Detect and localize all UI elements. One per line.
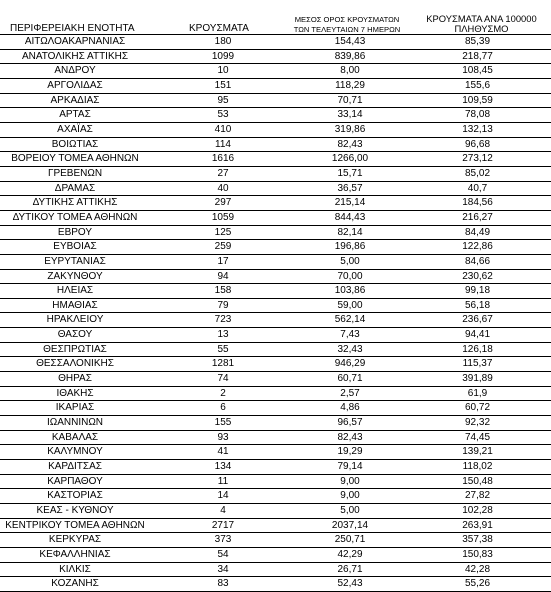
cell-cases: 94	[150, 269, 282, 284]
table-row	[0, 166, 551, 181]
cell-region: ΚΟΖΑΝΗΣ	[0, 577, 150, 592]
cell-region: ΘΕΣΣΑΛΟΝΙΚΗΣ	[0, 357, 150, 372]
cell-avg7: 103,86	[282, 284, 412, 299]
header-avg7-line1: ΜΕΣΟΣ ΟΡΟΣ ΚΡΟΥΣΜΑΤΩΝ	[294, 15, 400, 24]
cell-region: ΘΗΡΑΣ	[0, 372, 150, 387]
table-row	[0, 577, 551, 592]
cell-cases: 134	[150, 460, 282, 475]
cell-per100k: 61,9	[412, 386, 551, 401]
cell-per100k: 150,83	[412, 547, 551, 562]
table-row	[0, 269, 551, 284]
cell-avg7: 60,71	[282, 372, 412, 387]
table-row	[0, 547, 551, 562]
header-region	[0, 11, 150, 35]
table-row	[0, 49, 551, 64]
cell-avg7: 319,86	[282, 122, 412, 137]
cell-cases: 34	[150, 562, 282, 577]
cell-avg7: 26,71	[282, 562, 412, 577]
cell-per100k: 96,68	[412, 137, 551, 152]
cell-avg7: 15,71	[282, 166, 412, 181]
cell-region: ΑΡΚΑΔΙΑΣ	[0, 93, 150, 108]
cell-cases: 373	[150, 533, 282, 548]
table-row	[0, 225, 551, 240]
cell-avg7: 8,00	[282, 64, 412, 79]
cell-region: ΔΥΤΙΚΟΥ ΤΟΜΕΑ ΑΘΗΝΩΝ	[0, 210, 150, 225]
cell-region: ΚΕΦΑΛΛΗΝΙΑΣ	[0, 547, 150, 562]
cell-cases: 1099	[150, 49, 282, 64]
cell-cases: 13	[150, 328, 282, 343]
table-row	[0, 562, 551, 577]
cell-per100k: 150,48	[412, 474, 551, 489]
cell-region: ΒΟΡΕΙΟΥ ΤΟΜΕΑ ΑΘΗΝΩΝ	[0, 152, 150, 167]
cell-region: ΔΥΤΙΚΗΣ ΑΤΤΙΚΗΣ	[0, 196, 150, 211]
table-row	[0, 137, 551, 152]
cell-region: ΚΑΡΔΙΤΣΑΣ	[0, 460, 150, 475]
cases-table	[0, 11, 551, 592]
cell-cases: 2	[150, 386, 282, 401]
cell-cases: 4	[150, 504, 282, 519]
cell-cases: 11	[150, 474, 282, 489]
table-row	[0, 254, 551, 269]
cell-avg7: 4,86	[282, 401, 412, 416]
cell-cases: 41	[150, 445, 282, 460]
cell-avg7: 215,14	[282, 196, 412, 211]
table-row	[0, 196, 551, 211]
cell-avg7: 19,29	[282, 445, 412, 460]
cell-avg7: 52,43	[282, 577, 412, 592]
cell-region: ΘΕΣΠΡΩΤΙΑΣ	[0, 342, 150, 357]
cell-cases: 55	[150, 342, 282, 357]
cell-avg7: 79,14	[282, 460, 412, 475]
cell-region: ΘΑΣΟΥ	[0, 328, 150, 343]
cell-per100k: 236,67	[412, 313, 551, 328]
cell-region: ΚΕΝΤΡΙΚΟΥ ΤΟΜΕΑ ΑΘΗΝΩΝ	[0, 518, 150, 533]
table-row	[0, 284, 551, 299]
cell-avg7: 5,00	[282, 254, 412, 269]
cell-avg7: 250,71	[282, 533, 412, 548]
cell-avg7: 82,43	[282, 137, 412, 152]
cell-avg7: 118,29	[282, 78, 412, 93]
cell-cases: 151	[150, 78, 282, 93]
cell-avg7: 946,29	[282, 357, 412, 372]
table-row	[0, 298, 551, 313]
cell-per100k: 122,86	[412, 240, 551, 255]
cell-per100k: 139,21	[412, 445, 551, 460]
cell-cases: 1281	[150, 357, 282, 372]
cell-avg7: 32,43	[282, 342, 412, 357]
cell-avg7: 82,14	[282, 225, 412, 240]
cell-cases: 54	[150, 547, 282, 562]
header-row	[0, 11, 551, 35]
cell-region: ΕΥΒΟΙΑΣ	[0, 240, 150, 255]
header-region-label: ΠΕΡΙΦΕΡΕΙΑΚΗ ΕΝΟΤΗΤΑ	[10, 23, 135, 34]
cell-cases: 10	[150, 64, 282, 79]
cell-avg7: 70,00	[282, 269, 412, 284]
cell-avg7: 5,00	[282, 504, 412, 519]
cell-region: ΑΡΤΑΣ	[0, 108, 150, 123]
cell-region: ΚΙΛΚΙΣ	[0, 562, 150, 577]
cell-avg7: 59,00	[282, 298, 412, 313]
cell-avg7: 42,29	[282, 547, 412, 562]
table-row	[0, 460, 551, 475]
cell-region: ΗΡΑΚΛΕΙΟΥ	[0, 313, 150, 328]
cell-cases: 125	[150, 225, 282, 240]
table-row	[0, 416, 551, 431]
cell-region: ΚΑΣΤΟΡΙΑΣ	[0, 489, 150, 504]
cell-per100k: 27,82	[412, 489, 551, 504]
cell-per100k: 84,66	[412, 254, 551, 269]
table-row	[0, 181, 551, 196]
table-row	[0, 518, 551, 533]
table-row	[0, 313, 551, 328]
cell-cases: 259	[150, 240, 282, 255]
cell-cases: 1059	[150, 210, 282, 225]
cell-avg7: 844,43	[282, 210, 412, 225]
cell-per100k: 60,72	[412, 401, 551, 416]
cell-per100k: 42,28	[412, 562, 551, 577]
cell-region: ΕΒΡΟΥ	[0, 225, 150, 240]
cell-cases: 74	[150, 372, 282, 387]
cell-cases: 155	[150, 416, 282, 431]
cell-cases: 93	[150, 430, 282, 445]
cell-cases: 180	[150, 35, 282, 50]
cell-per100k: 132,13	[412, 122, 551, 137]
cell-cases: 723	[150, 313, 282, 328]
cell-avg7: 839,86	[282, 49, 412, 64]
cell-region: ΑΡΓΟΛΙΔΑΣ	[0, 78, 150, 93]
cell-per100k: 184,56	[412, 196, 551, 211]
cell-per100k: 108,45	[412, 64, 551, 79]
cell-region: ΑΝΔΡΟΥ	[0, 64, 150, 79]
cell-per100k: 391,89	[412, 372, 551, 387]
table-row	[0, 64, 551, 79]
cell-per100k: 92,32	[412, 416, 551, 431]
cell-cases: 410	[150, 122, 282, 137]
header-cases-label: ΚΡΟΥΣΜΑΤΑ	[189, 23, 249, 34]
cell-avg7: 562,14	[282, 313, 412, 328]
cell-per100k: 40,7	[412, 181, 551, 196]
cell-cases: 14	[150, 489, 282, 504]
table-row	[0, 35, 551, 50]
table-row	[0, 474, 551, 489]
table-row	[0, 78, 551, 93]
cell-cases: 158	[150, 284, 282, 299]
cell-region: ΑΧΑΪΑΣ	[0, 122, 150, 137]
cell-avg7: 70,71	[282, 93, 412, 108]
cell-per100k: 118,02	[412, 460, 551, 475]
table-row	[0, 210, 551, 225]
table-row	[0, 386, 551, 401]
cell-region: ΚΑΛΥΜΝΟΥ	[0, 445, 150, 460]
cell-region: ΕΥΡΥΤΑΝΙΑΣ	[0, 254, 150, 269]
table-row	[0, 372, 551, 387]
header-avg7-line2: ΤΩΝ ΤΕΛΕΥΤΑΙΩΝ 7 ΗΜΕΡΩΝ	[293, 24, 401, 34]
cell-per100k: 78,08	[412, 108, 551, 123]
cell-avg7: 2,57	[282, 386, 412, 401]
cell-region: ΑΝΑΤΟΛΙΚΗΣ ΑΤΤΙΚΗΣ	[0, 49, 150, 64]
cell-cases: 114	[150, 137, 282, 152]
cell-region: ΚΕΑΣ - ΚΥΘΝΟΥ	[0, 504, 150, 519]
table-row	[0, 357, 551, 372]
table-row	[0, 401, 551, 416]
cell-per100k: 56,18	[412, 298, 551, 313]
header-per100k-line1: ΚΡΟΥΣΜΑΤΑ ΑΝΑ 100000	[426, 13, 537, 24]
table-header	[0, 11, 551, 35]
cell-per100k: 85,02	[412, 166, 551, 181]
table-row	[0, 93, 551, 108]
cell-avg7: 1266,00	[282, 152, 412, 167]
cell-per100k: 74,45	[412, 430, 551, 445]
cell-avg7: 33,14	[282, 108, 412, 123]
cell-cases: 53	[150, 108, 282, 123]
cell-region: ΚΕΡΚΥΡΑΣ	[0, 533, 150, 548]
table-row	[0, 533, 551, 548]
cell-per100k: 99,18	[412, 284, 551, 299]
cell-region: ΓΡΕΒΕΝΩΝ	[0, 166, 150, 181]
cell-avg7: 82,43	[282, 430, 412, 445]
cell-cases: 6	[150, 401, 282, 416]
cell-per100k: 109,59	[412, 93, 551, 108]
cell-per100k: 273,12	[412, 152, 551, 167]
table-row	[0, 504, 551, 519]
cell-avg7: 9,00	[282, 489, 412, 504]
cell-region: ΙΘΑΚΗΣ	[0, 386, 150, 401]
cell-per100k: 357,38	[412, 533, 551, 548]
cell-region: ΙΩΑΝΝΙΝΩΝ	[0, 416, 150, 431]
cell-cases: 27	[150, 166, 282, 181]
cell-avg7: 36,57	[282, 181, 412, 196]
cell-per100k: 155,6	[412, 78, 551, 93]
cell-per100k: 85,39	[412, 35, 551, 50]
cell-region: ΗΜΑΘΙΑΣ	[0, 298, 150, 313]
table-body	[0, 35, 551, 592]
cell-cases: 297	[150, 196, 282, 211]
cell-cases: 95	[150, 93, 282, 108]
header-per100k	[412, 11, 551, 35]
cell-avg7: 96,57	[282, 416, 412, 431]
header-per100k-line2: ΠΛΗΘΥΣΜΟ	[454, 23, 509, 34]
cell-region: ΗΛΕΙΑΣ	[0, 284, 150, 299]
cell-cases: 83	[150, 577, 282, 592]
header-avg7	[282, 11, 412, 35]
cell-per100k: 84,49	[412, 225, 551, 240]
cell-per100k: 126,18	[412, 342, 551, 357]
cell-cases: 40	[150, 181, 282, 196]
cell-region: ΖΑΚΥΝΘΟΥ	[0, 269, 150, 284]
table-row	[0, 152, 551, 167]
table-row	[0, 430, 551, 445]
cell-region: ΚΑΒΑΛΑΣ	[0, 430, 150, 445]
table-row	[0, 108, 551, 123]
table-row	[0, 122, 551, 137]
cell-cases: 1616	[150, 152, 282, 167]
cell-per100k: 230,62	[412, 269, 551, 284]
table-row	[0, 489, 551, 504]
header-cases	[150, 11, 282, 35]
table-row	[0, 445, 551, 460]
cell-per100k: 115,37	[412, 357, 551, 372]
cell-region: ΚΑΡΠΑΘΟΥ	[0, 474, 150, 489]
cell-avg7: 7,43	[282, 328, 412, 343]
table-row	[0, 240, 551, 255]
cell-cases: 79	[150, 298, 282, 313]
table-row	[0, 328, 551, 343]
cell-avg7: 196,86	[282, 240, 412, 255]
cell-per100k: 102,28	[412, 504, 551, 519]
cell-region: ΒΟΙΩΤΙΑΣ	[0, 137, 150, 152]
table-row	[0, 342, 551, 357]
cell-cases: 2717	[150, 518, 282, 533]
cell-avg7: 9,00	[282, 474, 412, 489]
cell-region: ΔΡΑΜΑΣ	[0, 181, 150, 196]
cell-per100k: 263,91	[412, 518, 551, 533]
cell-per100k: 216,27	[412, 210, 551, 225]
cell-region: ΙΚΑΡΙΑΣ	[0, 401, 150, 416]
cell-region: ΑΙΤΩΛΟΑΚΑΡΝΑΝΙΑΣ	[0, 35, 150, 50]
cell-avg7: 2037,14	[282, 518, 412, 533]
cell-per100k: 218,77	[412, 49, 551, 64]
cell-avg7: 154,43	[282, 35, 412, 50]
cell-per100k: 55,26	[412, 577, 551, 592]
cell-cases: 17	[150, 254, 282, 269]
cell-per100k: 94,41	[412, 328, 551, 343]
